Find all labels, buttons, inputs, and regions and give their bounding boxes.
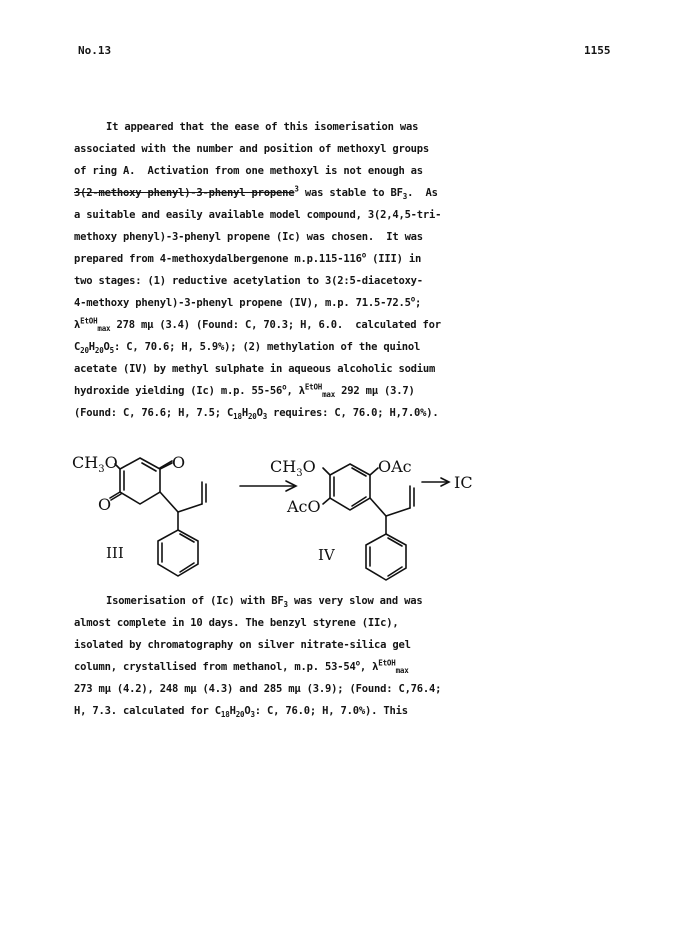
sub-20: 20: [80, 346, 89, 356]
p1-line-14: [74, 402, 494, 424]
ref-superscript: 3: [294, 184, 299, 194]
etoh-sup: EtOH: [80, 316, 98, 326]
sub-18: 18: [233, 412, 242, 422]
page-number: 1155: [584, 44, 611, 57]
formula-h: H: [229, 705, 236, 717]
p1-line-7-text: prepared from 4-methoxydalbergenone m.p.115-116: [74, 253, 362, 265]
p1-line-13-rest: 292 mμ (3.7): [335, 385, 415, 397]
formula-o: O: [256, 407, 263, 419]
p1-line-7: [74, 248, 494, 270]
p1-line-8: two stages: (1) reductive acetylation to 3(2:5-diacetoxy-: [74, 275, 423, 287]
p1-line-9-text: 4-methoxy phenyl)-3-phenyl propene (IV), m.p. 71.5-72.5: [74, 297, 411, 309]
p1-line-11: [74, 336, 494, 358]
formula-c: C: [74, 341, 81, 353]
degree-sign: o: [282, 382, 287, 392]
sub-20: 20: [94, 346, 104, 356]
sub-5: 5: [109, 346, 114, 356]
sub-3: 3: [283, 600, 288, 610]
formula-o: O: [103, 341, 110, 353]
struck-text: 3(2-methoxy phenyl)-3-phenyl propene: [74, 187, 295, 199]
quinone-ring: [120, 458, 160, 504]
paragraph-1: [74, 116, 494, 424]
p2-line-2: almost complete in 10 days. The benzyl styrene (IIc),: [74, 617, 399, 629]
p2-line-4-a: column, crystallised from methanol, m.p. 53-54: [74, 661, 356, 673]
p1-line-3: of ring A. Activation from one methoxyl is not enough as: [74, 165, 423, 177]
phenyl-ring-right: [366, 534, 406, 580]
formula-h: H: [241, 407, 248, 419]
p1-line-2: associated with the number and position of methoxyl groups: [74, 143, 430, 155]
quinone-oxygen-bottom: O: [98, 495, 112, 514]
p1-line-7-end: (III) in: [366, 253, 422, 265]
phenyl-ring-left: [158, 530, 198, 576]
p2-line-6: [74, 700, 494, 722]
p1-line-10-rest: 278 mμ (3.4) (Found: C, 70.3; H, 6.0. calculated for: [110, 319, 441, 331]
lambda-symbol: λ: [372, 661, 379, 673]
p1-line-10: [74, 314, 494, 336]
p2-line-1-a: Isomerisation of (Ic) with BF: [106, 595, 284, 607]
sub-3: 3: [262, 412, 268, 422]
product-label: IC: [454, 473, 473, 492]
acetoxy-label-left: AcO: [287, 497, 321, 516]
sub-18: 18: [220, 710, 230, 720]
p2-line-6-b: : C, 76.0; H, 7.0%). This: [254, 705, 408, 717]
p1-line-6: methoxy phenyl)-3-phenyl propene (Ic) was chosen. It was: [74, 231, 423, 243]
methoxy-label-left: $CH_3O$: [72, 453, 118, 475]
formula-o: O: [244, 705, 251, 717]
lambda-symbol: λ: [298, 385, 305, 397]
sub-3: 3: [250, 710, 255, 720]
sub-20: 20: [235, 710, 245, 720]
etoh-sup: EtOH: [304, 382, 323, 392]
journal-number: No.13: [78, 44, 112, 57]
p2-line-1: [74, 590, 494, 612]
paragraph-2: [74, 590, 494, 722]
formula-h: H: [88, 341, 95, 353]
p1-line-13-mid: ,: [286, 385, 299, 397]
max-sub: max: [97, 324, 111, 334]
p2-line-1-b: was very slow and was: [287, 595, 423, 607]
p1-line-4: [74, 182, 494, 204]
methoxy-label-right: $CH_3O$: [270, 457, 316, 479]
acetoxy-label-top: OAc: [378, 457, 412, 476]
max-sub: max: [395, 666, 409, 676]
lambda-symbol: λ: [74, 319, 81, 331]
quinone-oxygen-top: O: [172, 453, 186, 472]
sub-3: 3: [402, 192, 408, 202]
p1-line-12: acetate (IV) by methyl sulphate in aqueous alcoholic sodium: [74, 363, 436, 375]
p2-line-5: 273 mμ (4.2), 248 mμ (4.3) and 285 mμ (3.9); (Found: C,76.4;: [74, 683, 442, 695]
p2-line-3: isolated by chromatography on silver nitrate-silica gel: [74, 639, 411, 651]
compound-label-iii: III: [106, 544, 124, 562]
p1-line-13-text: hydroxide yielding (Ic) m.p. 55-56: [74, 385, 283, 397]
p1-line-4-end: . As: [407, 187, 438, 199]
degree-sign: o: [410, 294, 416, 304]
etoh-sup: EtOH: [378, 658, 396, 668]
p2-line-6-a: H, 7.3. calculated for C: [74, 705, 221, 717]
p2-line-4-b: ,: [359, 661, 373, 673]
sub-20: 20: [247, 412, 257, 422]
reaction-scheme: [60, 446, 500, 582]
p1-line-14-b: requires: C, 76.0; H,7.0%).: [267, 407, 439, 419]
p1-line-13: [74, 380, 494, 402]
p1-line-1: It appeared that the ease of this isomerisation was: [106, 121, 419, 133]
benzene-ring: [330, 464, 370, 510]
compound-label-iv: IV: [318, 546, 335, 564]
degree-sign: o: [361, 250, 367, 260]
degree-sign: o: [355, 658, 360, 668]
p1-line-9: [74, 292, 494, 314]
p1-line-11-rest: : C, 70.6; H, 5.9%); (2) methylation of the quinol: [113, 341, 421, 353]
p2-line-4: [74, 656, 494, 678]
p1-line-9-end: ;: [415, 297, 422, 309]
p1-line-5: a suitable and easily available model compound, 3(2,4,5-tri-: [74, 209, 442, 221]
max-sub: max: [322, 390, 336, 400]
p1-line-4-tail: was stable to BF: [298, 187, 403, 199]
p1-line-14-a: (Found: C, 76.6; H, 7.5; C: [74, 407, 234, 419]
